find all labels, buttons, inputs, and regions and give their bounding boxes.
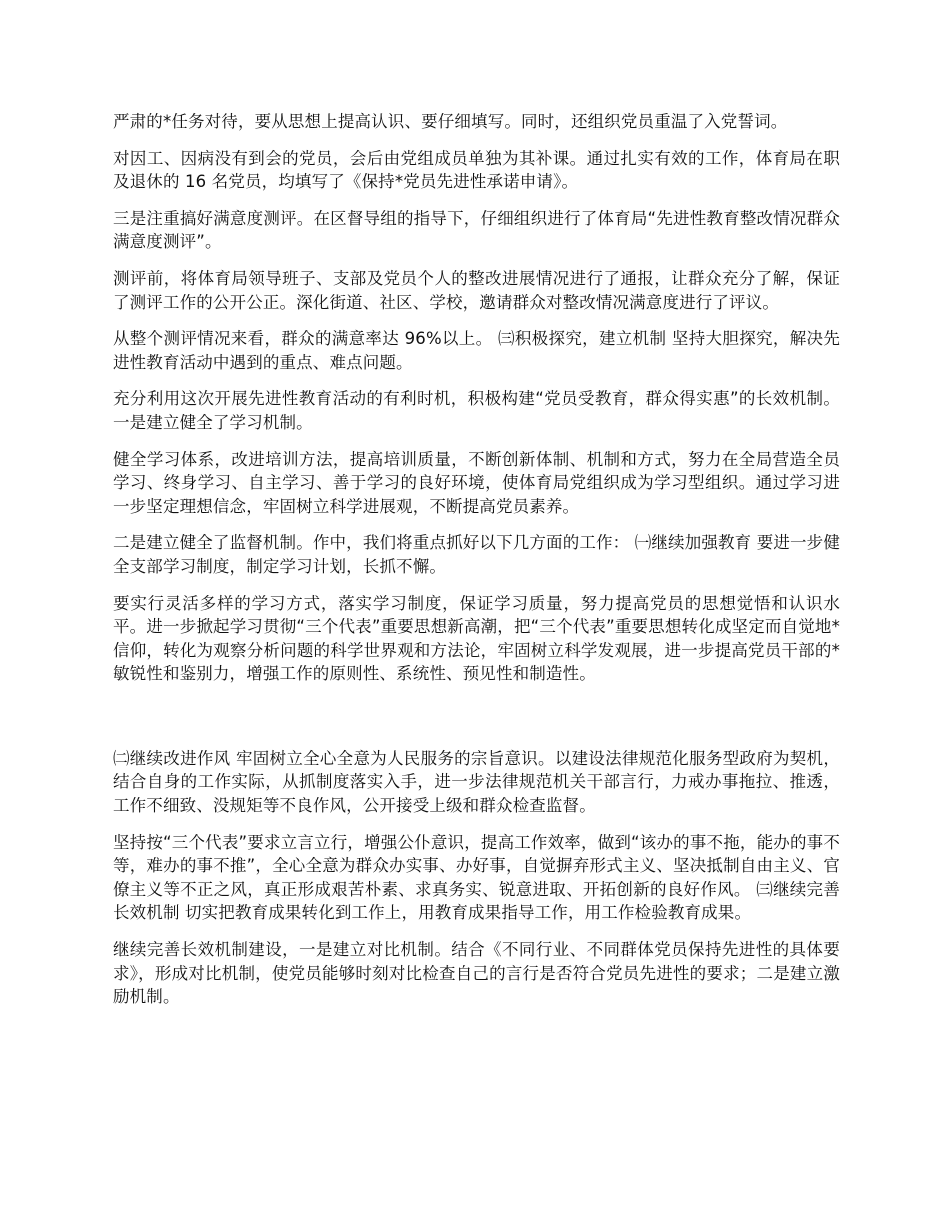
paragraph-1: 严肃的*任务对待，要从思想上提高认识、要仔细填写。同时，还组织党员重温了入党誓词。 — [113, 112, 788, 131]
document-body — [113, 110, 840, 1022]
paragraph-11: 坚持按“三个代表”要求立言立行，增强公仆意识，提高工作效率，做到“该办的事不拖，能办的事不等，难办的事不推”，全心全意为群众办实事、办好事，自觉摒弃形式主义、坚决抵制自由主义、官僚主义等不正之风，真正形成艰苦朴素、求真务实、锐意进取、开拓创新的良好作风。 ㈢继续完善长效机制 切实把教育成果转化到工作上，用教育成果指导工作，用工作检验教育成果。 — [113, 832, 840, 923]
paragraph-8: 二是建立健全了监督机制。作中，我们将重点抓好以下几方面的工作： ㈠继续加强教育 要进一步健全支部学习制度，制定学习计划，长抓不懈。 — [113, 533, 840, 576]
paragraph-9: 要实行灵活多样的学习方式，落实学习制度，保证学习质量，努力提高党员的思想觉悟和认识水平。进一步掀起学习贯彻“三个代表”重要思想新高潮，把“三个代表”重要思想转化成坚定而自觉地*信仰，转化为观察分析问题的科学世界观和方法论，牢固树立科学发观展，进一步提高党员干部的*敏锐性和鉴别力，增强工作的原则性、系统性、预见性和制造性。 — [113, 593, 840, 684]
paragraph-2: 对因工、因病没有到会的党员，会后由党组成员单独为其补课。通过扎实有效的工作，体育局在职及退休的 16 名党员，均填写了《保持*党员先进性承诺申请》。 — [113, 148, 840, 192]
paragraph-3: 三是注重搞好满意度测评。在区督导组的指导下，仔细组织进行了体育局“先进性教育整改情况群众满意度测评”。 — [113, 208, 840, 252]
paragraph-10: ㈡继续改进作风 牢固树立全心全意为人民服务的宗旨意识。以建设法律规范化服务型政府为契机，结合自身的工作实际，从抓制度落实入手，进一步法律规范机关干部言行，力戒办事拖拉、推透，工作不细致、没规矩等不良作风，公开接受上级和群众检查监督。 — [113, 748, 840, 816]
paragraph-12: 继续完善长效机制建设，一是建立对比机制。结合《不同行业、不同群体党员保持先进性的具体要求》，形成对比机制，使党员能够时刻对比检查自己的言行是否符合党员先进性的要求；二是建立激励机制。 — [113, 940, 840, 1007]
paragraph-5: 从整个测评情况来看，群众的满意率达 96%以上。 ㈢积极探究，建立机制 坚持大胆探究，解决先进性教育活动中遇到的重点、难点问题。 — [113, 329, 840, 372]
paragraph-4: 测评前，将体育局领导班子、支部及党员个人的整改进展情况进行了通报，让群众充分了解，保证了测评工作的公开公正。深化街道、社区、学校，邀请群众对整改情况满意度进行了评议。 — [113, 268, 840, 312]
paragraph-7: 健全学习体系，改进培训方法，提高培训质量，不断创新体制、机制和方式，努力在全局营造全员学习、终身学习、自主学习、善于学习的良好环境，使体育局党组织成为学习型组织。通过学习进一步坚定理想信念，牢固树立科学进展观，不断提高党员素养。 — [113, 449, 840, 516]
paragraph-spacer — [113, 699, 840, 747]
paragraph-6: 充分利用这次开展先进性教育活动的有利时机，积极构建“党员受教育，群众得实惠”的长效机制。一是建立健全了学习机制。 — [113, 389, 840, 432]
